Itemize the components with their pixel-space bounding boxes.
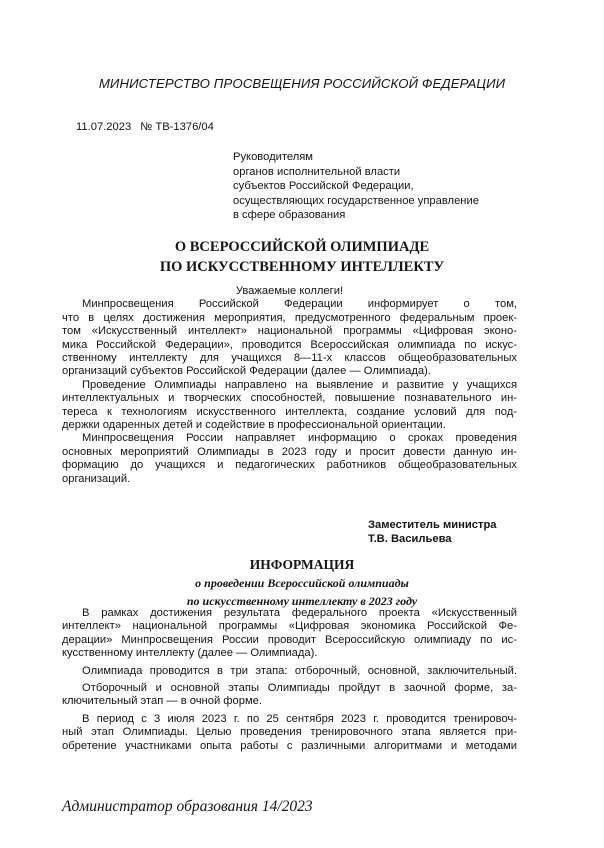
addressee-line: Руководителям <box>233 151 313 163</box>
letter-line: интеллектуальных и творческих способностей, повышение познавательного ин- <box>62 392 517 405</box>
letter-title-line: ПО ИСКУССТВЕННОМУ ИНТЕЛЛЕКТУ <box>159 259 445 275</box>
letter-line: мика Российской Федерации», проводится Всероссийская олимпиада по искус- <box>62 338 517 351</box>
info-title <box>0 556 604 610</box>
letter-line: Минпросвещения России направляет информацию о сроках проведения <box>82 432 517 445</box>
letter-line: Проведение Олимпиады направлено на выявление и развитие у учащихся <box>82 378 517 391</box>
info-line: обретение участниками опыта работы с различными алгоритмами и методами <box>62 739 517 752</box>
info-line: ный этап Олимпиады. Целью проведения тренировочного этапа является при- <box>62 726 517 739</box>
signature-block <box>368 518 497 546</box>
document-number: № ТВ-1376/04 <box>140 121 214 133</box>
addressee-line: осуществляющих государственное управление <box>233 194 479 207</box>
addressee-block <box>233 150 533 223</box>
info-line: Олимпиада проводится в три этапа: отборочный, основной, заключительный. <box>82 664 517 677</box>
letter-line: организаций. <box>62 472 131 485</box>
addressee-line: в сфере образования <box>233 209 346 221</box>
letter-title-line: О ВСЕРОССИЙСКОЙ ОЛИМПИАДЕ <box>174 239 430 255</box>
ministry-header: МИНИСТЕРСТВО ПРОСВЕЩЕНИЯ РОССИЙСКОЙ ФЕДЕРАЦИИ <box>98 76 506 91</box>
signature-position: Заместитель министра <box>368 519 497 531</box>
info-line: Отборочный и основной этапы Олимпиады пройдут в заочной форме, за- <box>82 682 517 695</box>
signature-name: Т.В. Васильева <box>368 533 452 545</box>
document-meta <box>76 121 220 133</box>
letter-line: тереса к технологиям искусственного интеллекта, создание условий для под- <box>62 405 517 418</box>
letter-line: Минпросвещения Российской Федерации информирует о том, <box>82 298 517 311</box>
info-line: В период с 3 июля 2023 г. по 25 сентября 2023 г. проводится тренировоч- <box>82 712 517 725</box>
letter-line: что в целях достижения мероприятия, предусмотренного федеральным проек- <box>62 311 517 324</box>
document-date: 11.07.2023 <box>76 121 132 133</box>
letter-line: формацию до учащихся и педагогических работников общеобразовательных <box>62 459 517 472</box>
info-title-main: ИНФОРМАЦИЯ <box>249 557 355 572</box>
greeting: Уважаемые коллеги! <box>235 285 344 297</box>
info-line: кусственному интеллекту (далее — Олимпиада). <box>62 647 318 660</box>
info-body <box>62 607 517 753</box>
letter-line: организаций субъектов Российской Федерации (далее — Олимпиада). <box>62 365 431 378</box>
addressee-line: органов исполнительной власти <box>233 165 401 178</box>
journal-footer: Администратор образования 14/2023 <box>62 798 313 815</box>
info-line: интеллект» национальной программы «Цифровая экономика Российской Фе- <box>62 620 517 633</box>
addressee-line: субъектов Российской Федерации, <box>233 180 414 192</box>
info-line: дерации» Минпросвещения России проводит Всероссийскую олимпиаду по ис- <box>62 633 517 646</box>
info-title-sub: о проведении Всероссийской олимпиады <box>195 576 409 590</box>
letter-line: держки одаренных детей и содействие в профессиональной ориентации. <box>62 419 446 432</box>
letter-line: ственному интеллекту для учащихся 8—11-х классов общеобразовательных <box>62 352 517 365</box>
info-line: В рамках достижения результата федерального проекта «Искусственный <box>82 607 517 619</box>
letter-body <box>62 285 517 486</box>
letter-line: основных мероприятий Олимпиады в 2023 году и просит довести данную ин- <box>62 445 517 458</box>
info-title-sub: по искусственному интеллекту в 2023 году <box>186 594 418 608</box>
letter-line: том «Искусственный интеллект» национальной программы «Цифровая эконо- <box>62 325 517 338</box>
letter-title <box>0 237 604 277</box>
info-line: ключительный этап — в очной форме. <box>62 695 262 708</box>
